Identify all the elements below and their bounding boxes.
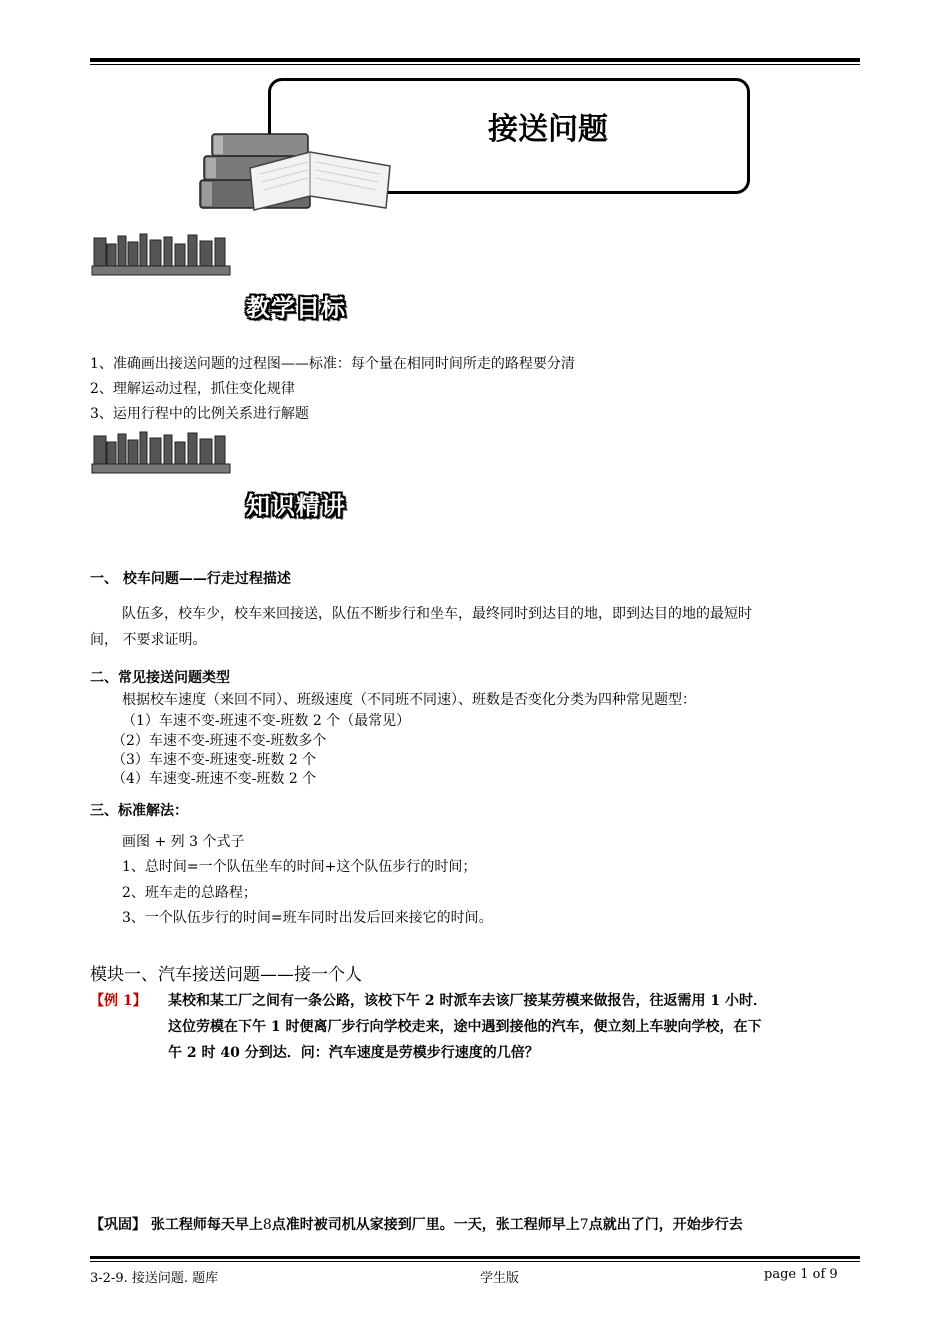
example-line: 某校和某工厂之间有一条公路，该校下午 2 时派车去该厂接某劳模来做报告，往返需用 1 小时．: [168, 993, 767, 1009]
example-tag: 【例 1】: [90, 993, 147, 1009]
paragraph-line: 画图 + 列 3 个式子: [122, 834, 245, 850]
consolidation-tag: 【巩固】: [90, 1217, 146, 1233]
consolidation-text: 点就出了门，开始步行去: [588, 1217, 743, 1233]
paragraph-line: 队伍多，校车少，校车来回接送，队伍不断步行和坐车，最终同时到达目的地，即到达目的地的最短时: [122, 606, 752, 622]
bookshelf-icon: [90, 430, 234, 478]
list-item: 3、一个队伍步行的时间=班车同时出发后回来接它的时间。: [122, 910, 493, 926]
consolidation-line: [90, 1214, 743, 1234]
consolidation-text: 点准时被司机从家接到厂里。一天，张工程师早上: [271, 1217, 580, 1233]
section-heading: 二、常见接送问题类型: [90, 670, 230, 686]
section-heading: 一、 校车问题——行走过程描述: [90, 571, 291, 587]
footer-center: 学生版: [480, 1271, 520, 1286]
top-rule-thin: [90, 64, 860, 65]
top-rule-thick: [90, 58, 860, 62]
consolidation-text: 张工程师每天早上: [150, 1217, 263, 1233]
goal-item: 1、准确画出接送问题的过程图——标准：每个量在相同时间所走的路程要分清: [90, 356, 575, 372]
books-illustration: [190, 118, 400, 218]
paragraph-line: 根据校车速度（来回不同）、班级速度（不同班不同速）、班数是否变化分类为四种常见题型：: [122, 692, 696, 708]
list-item: 2、班车走的总路程；: [122, 885, 257, 901]
bookshelf-icon: [90, 232, 234, 280]
section-header-goals: 教学目标: [246, 294, 346, 322]
list-item: （2）车速不变-班速不变-班数多个: [112, 733, 327, 749]
example-line: 午 2 时 40 分到达．问：汽车速度是劳模步行速度的几倍？: [168, 1045, 539, 1061]
list-item: 1、总时间=一个队伍坐车的时间+这个队伍步行的时间；: [122, 859, 477, 875]
module-title: 模块一、汽车接送问题——接一个人: [90, 965, 362, 985]
bottom-rule-thin: [90, 1261, 860, 1262]
paragraph-line: 间， 不要求证明。: [90, 632, 207, 648]
list-item: （4）车速变-班速不变-班数 2 个: [112, 771, 317, 787]
list-item: （1）车速不变-班速不变-班数 2 个（最常见）: [122, 713, 411, 729]
footer-left: 3-2-9. 接送问题. 题库: [90, 1271, 219, 1286]
consolidation-number: 7: [579, 1217, 589, 1233]
goal-item: 2、理解运动过程，抓住变化规律: [90, 381, 295, 397]
page-title: 接送问题: [488, 112, 608, 147]
section-heading: 三、标准解法：: [90, 803, 188, 819]
example-line: 这位劳模在下午 1 时便离厂步行向学校走来，途中遇到接他的汽车，便立刻上车驶向学校，在下: [168, 1019, 762, 1035]
footer-page-number: page 1 of 9: [764, 1267, 838, 1282]
goal-item: 3、运用行程中的比例关系进行解题: [90, 406, 309, 422]
list-item: （3）车速不变-班速变-班数 2 个: [112, 752, 317, 768]
section-header-knowledge: 知识精讲: [246, 492, 346, 520]
bottom-rule-thick: [90, 1256, 860, 1259]
consolidation-number: 8: [262, 1217, 272, 1233]
